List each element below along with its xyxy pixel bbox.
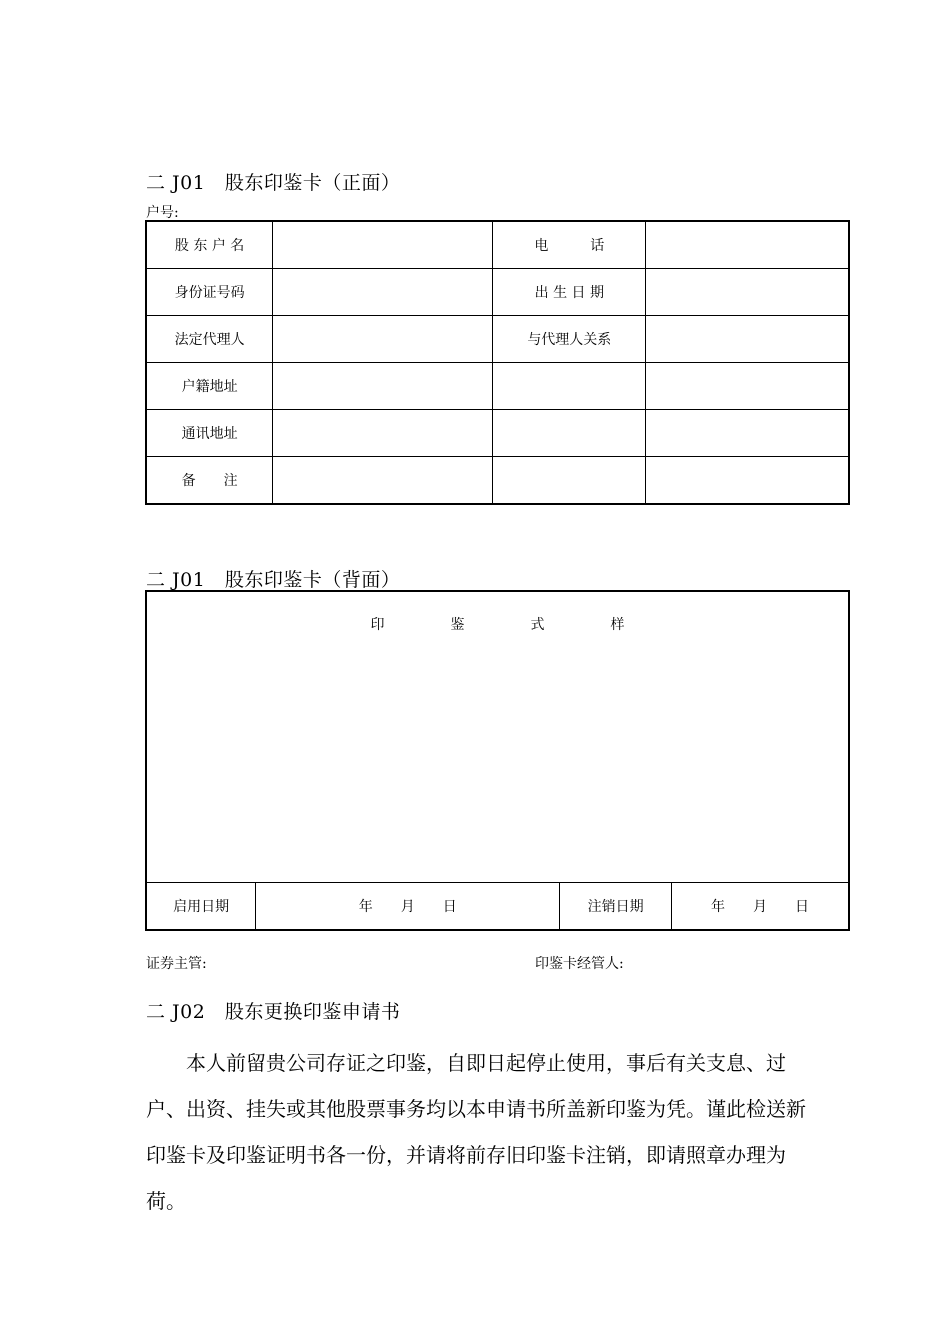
empty-cell[interactable] [493, 363, 646, 410]
seal-heading-char: 式 [530, 617, 545, 633]
table-row [146, 883, 849, 931]
seal-heading-char: 印 [370, 617, 385, 633]
table-row [146, 316, 849, 363]
empty-cell[interactable] [646, 410, 849, 457]
legal-agent-label: 法定代理人 [146, 316, 273, 363]
phone-field[interactable] [646, 221, 849, 269]
id-number-label: 身份证号码 [146, 269, 273, 316]
table-row [146, 269, 849, 316]
j02-title: 二 J02 股东更换印鉴申请书 [146, 1001, 401, 1023]
cancel-date-field[interactable]: 年 月 日 [671, 883, 849, 931]
empty-cell[interactable] [646, 457, 849, 505]
account-number-label: 户号: [146, 205, 179, 221]
birth-date-label: 出 生 日 期 [493, 269, 646, 316]
table-row [146, 591, 849, 883]
table-row [146, 410, 849, 457]
securities-supervisor-label: 证券主管: [146, 956, 207, 972]
remarks-field[interactable] [273, 457, 493, 505]
id-number-field[interactable] [273, 269, 493, 316]
agent-relation-label: 与代理人关系 [493, 316, 646, 363]
shareholder-name-label: 股 东 户 名 [146, 221, 273, 269]
start-date-field[interactable]: 年 月 日 [256, 883, 560, 931]
cancel-date-label: 注销日期 [560, 883, 672, 931]
table-row [146, 221, 849, 269]
front-card-table [145, 220, 850, 505]
front-card-title: 二 J01 股东印鉴卡（正面） [146, 172, 401, 194]
mailing-address-field[interactable] [273, 410, 493, 457]
empty-cell[interactable] [493, 410, 646, 457]
seal-card-custodian-label: 印鉴卡经管人: [535, 956, 624, 972]
start-date-label: 启用日期 [146, 883, 256, 931]
seal-heading-char: 样 [610, 617, 625, 633]
seal-heading-char: 鉴 [450, 617, 465, 633]
back-card-title: 二 J01 股东印鉴卡（背面） [146, 569, 401, 591]
household-address-label: 户籍地址 [146, 363, 273, 410]
shareholder-name-field[interactable] [273, 221, 493, 269]
empty-cell[interactable] [646, 363, 849, 410]
table-row [146, 457, 849, 505]
seal-sample-area[interactable] [146, 591, 849, 883]
seal-sample-heading [147, 614, 848, 634]
application-body-text: 本人前留贵公司存证之印鉴，自即日起停止使用，事后有关支息、过户、出资、挂失或其他股票事务均以本申请书所盖新印鉴为凭。谨此检送新印鉴卡及印鉴证明书各一份，并请将前存旧印鉴卡注销，即请照章办理为荷。 [146, 1051, 806, 1213]
legal-agent-field[interactable] [273, 316, 493, 363]
empty-cell[interactable] [493, 457, 646, 505]
household-address-field[interactable] [273, 363, 493, 410]
table-row [146, 363, 849, 410]
mailing-address-label: 通讯地址 [146, 410, 273, 457]
birth-date-field[interactable] [646, 269, 849, 316]
agent-relation-field[interactable] [646, 316, 849, 363]
phone-label: 电 话 [493, 221, 646, 269]
back-card-table [145, 590, 850, 931]
remarks-label: 备 注 [146, 457, 273, 505]
